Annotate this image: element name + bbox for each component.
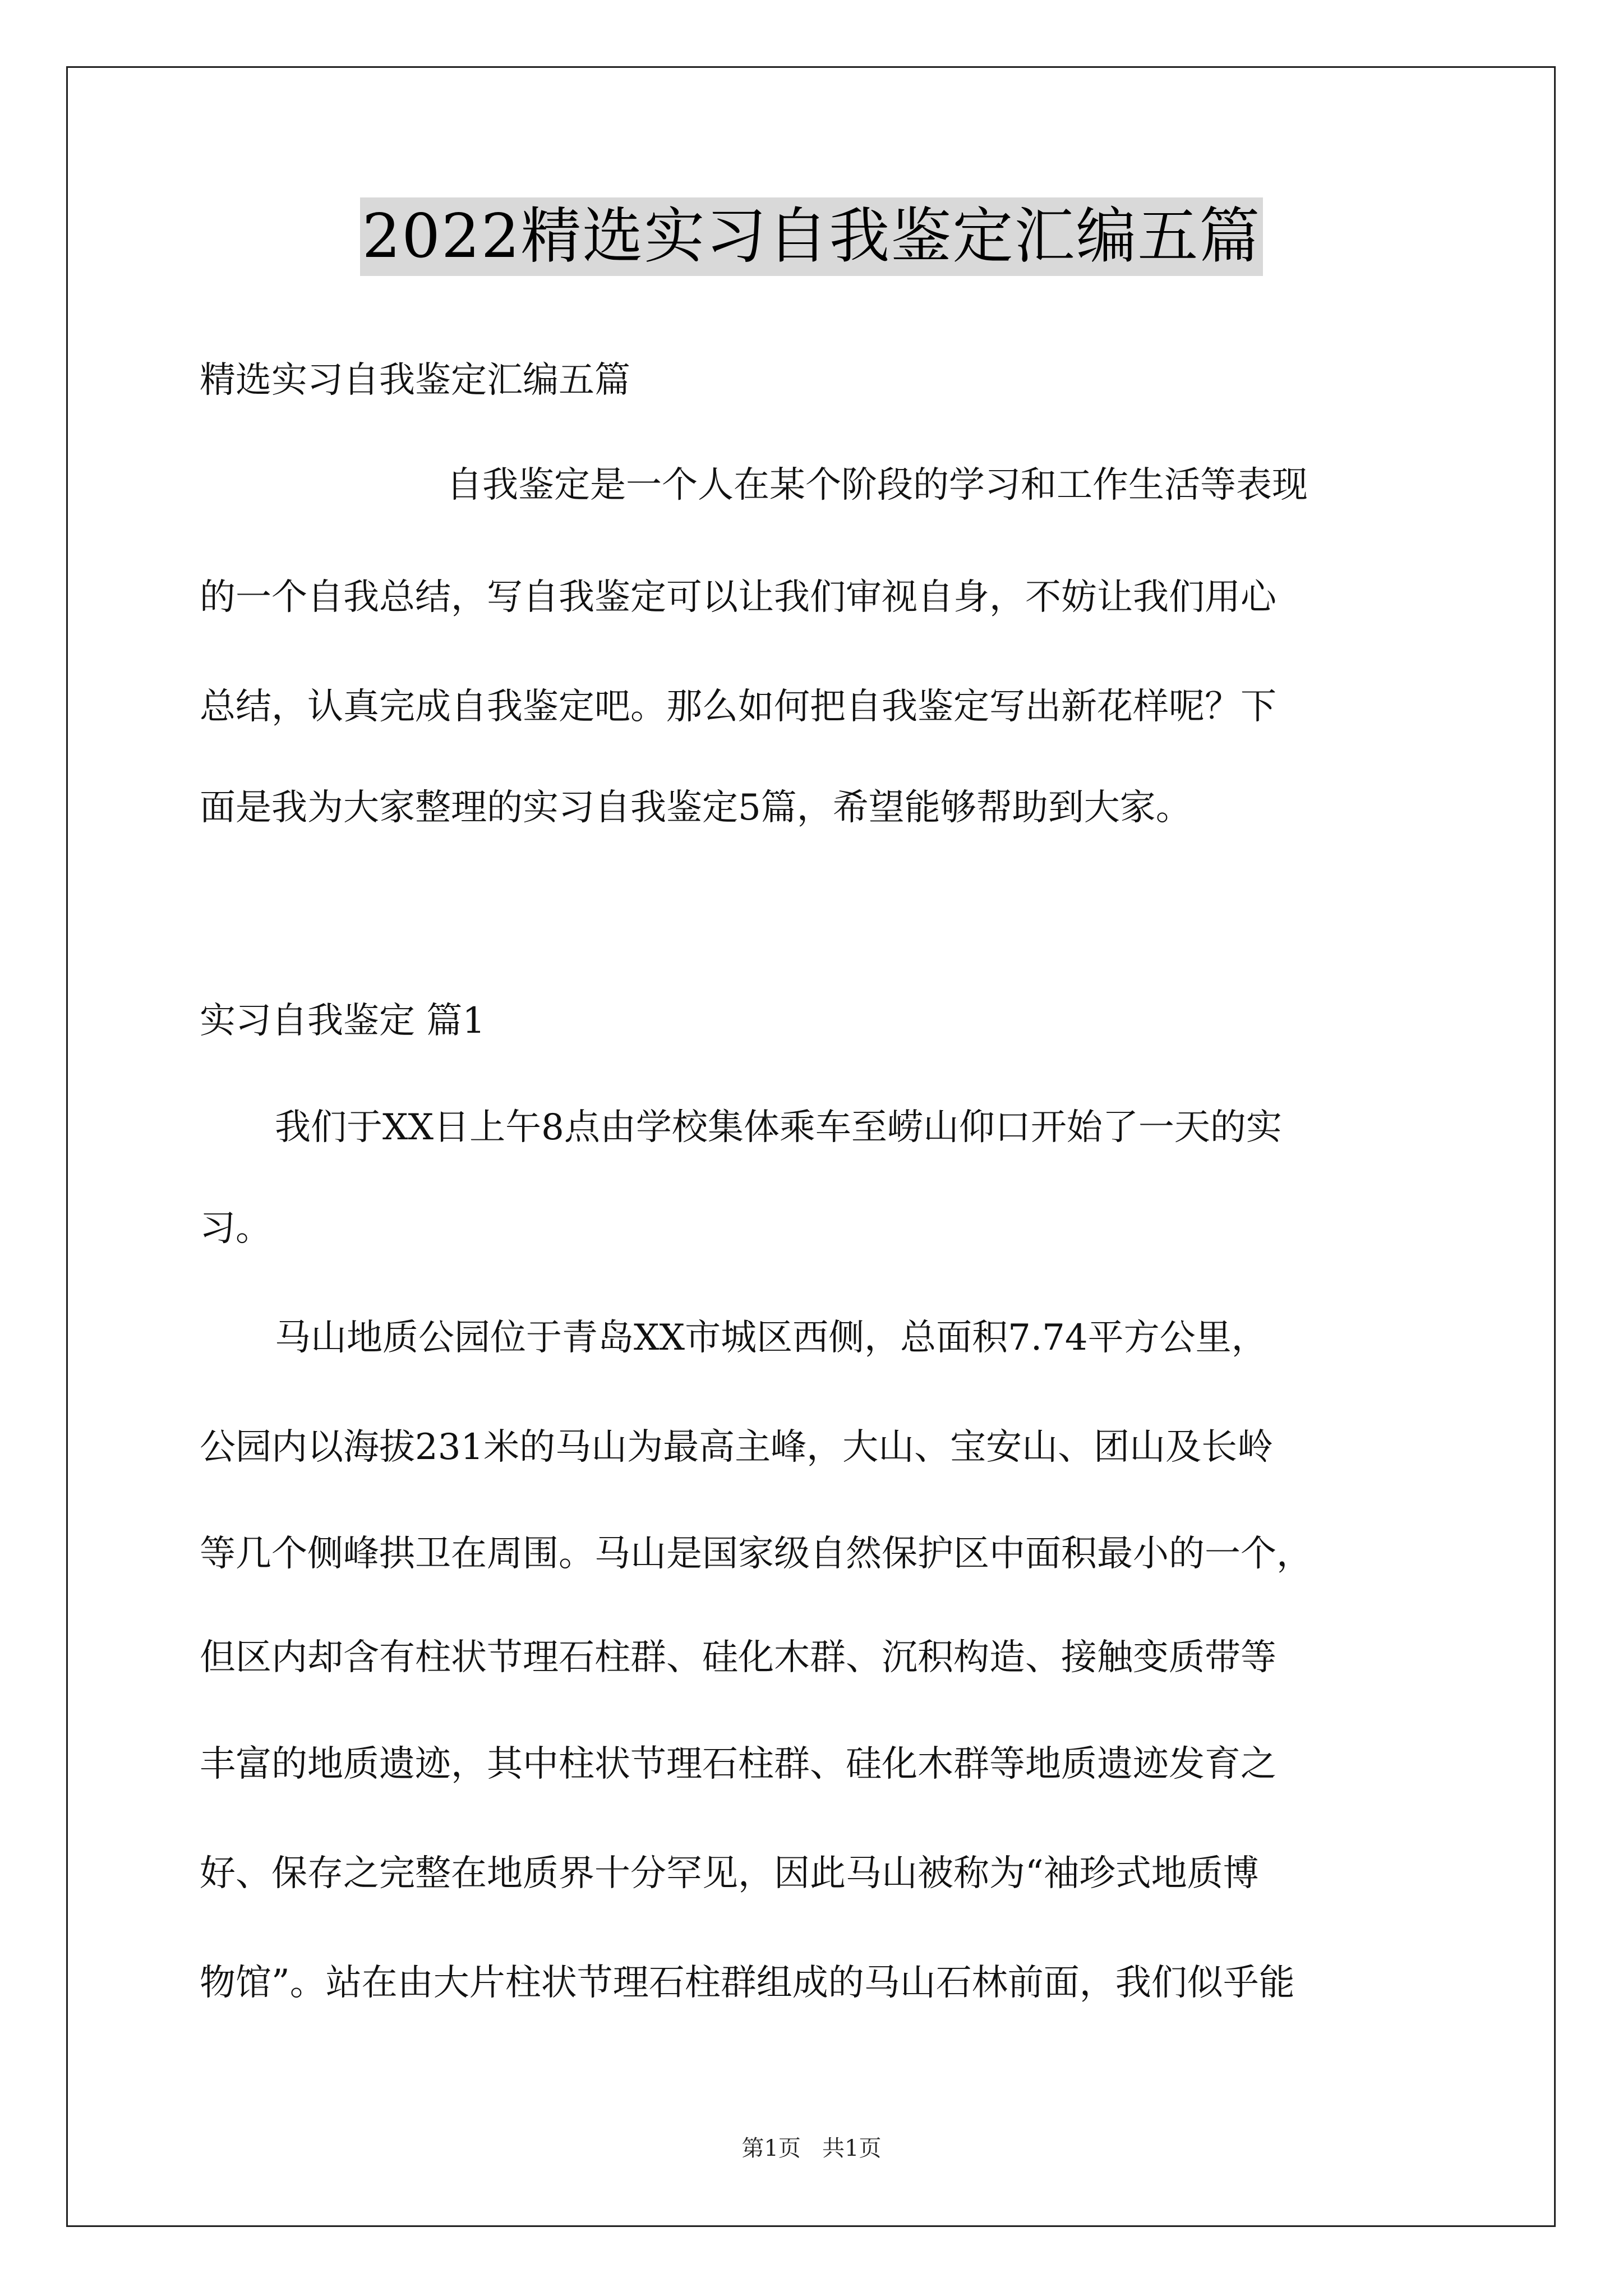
- document-subtitle: 精选实习自我鉴定汇编五篇: [200, 360, 630, 401]
- para2-line-4: 但区内却含有柱状节理石柱群、硅化木群、沉积构造、接触变质带等: [200, 1637, 1276, 1678]
- title-wrap: [0, 197, 1623, 276]
- para2-line-3: 等几个侧峰拱卫在周围。马山是国家级自然保护区中面积最小的一个，: [200, 1533, 1312, 1575]
- document-title: 2022精选实习自我鉴定汇编五篇: [360, 197, 1264, 276]
- para2-line-2: 公园内以海拔231米的马山为最高主峰，大山、宝安山、团山及长岭: [200, 1427, 1274, 1468]
- para2-line-7: 物馆”。站在由大片柱状节理石柱群组成的马山石林前面，我们似乎能: [200, 1962, 1295, 2004]
- para2-line-1: 马山地质公园位于青岛XX市城区西侧，总面积7.74平方公里，: [275, 1317, 1267, 1359]
- intro-line-3: 总结，认真完成自我鉴定吧。那么如何把自我鉴定写出新花样呢？下: [200, 686, 1276, 728]
- intro-line-2: 的一个自我总结，写自我鉴定可以让我们审视自身，不妨让我们用心: [200, 577, 1276, 618]
- para2-line-6: 好、保存之完整在地质界十分罕见，因此马山被称为“袖珍式地质博: [200, 1853, 1259, 1894]
- intro-line-4: 面是我为大家整理的实习自我鉴定5篇，希望能够帮助到大家。: [200, 787, 1192, 829]
- para1-line-2: 习。: [200, 1208, 271, 1249]
- para2-line-5: 丰富的地质遗迹，其中柱状节理石柱群、硅化木群等地质遗迹发育之: [200, 1743, 1276, 1785]
- para1-line-1: 我们于XX日上午8点由学校集体乘车至崂山仰口开始了一天的实: [275, 1107, 1282, 1148]
- section-heading: 实习自我鉴定 篇1: [200, 1000, 486, 1042]
- page-footer: 第1页 共1页: [741, 2136, 882, 2161]
- intro-line-1: 自我鉴定是一个人在某个阶段的学习和工作生活等表现: [446, 464, 1308, 506]
